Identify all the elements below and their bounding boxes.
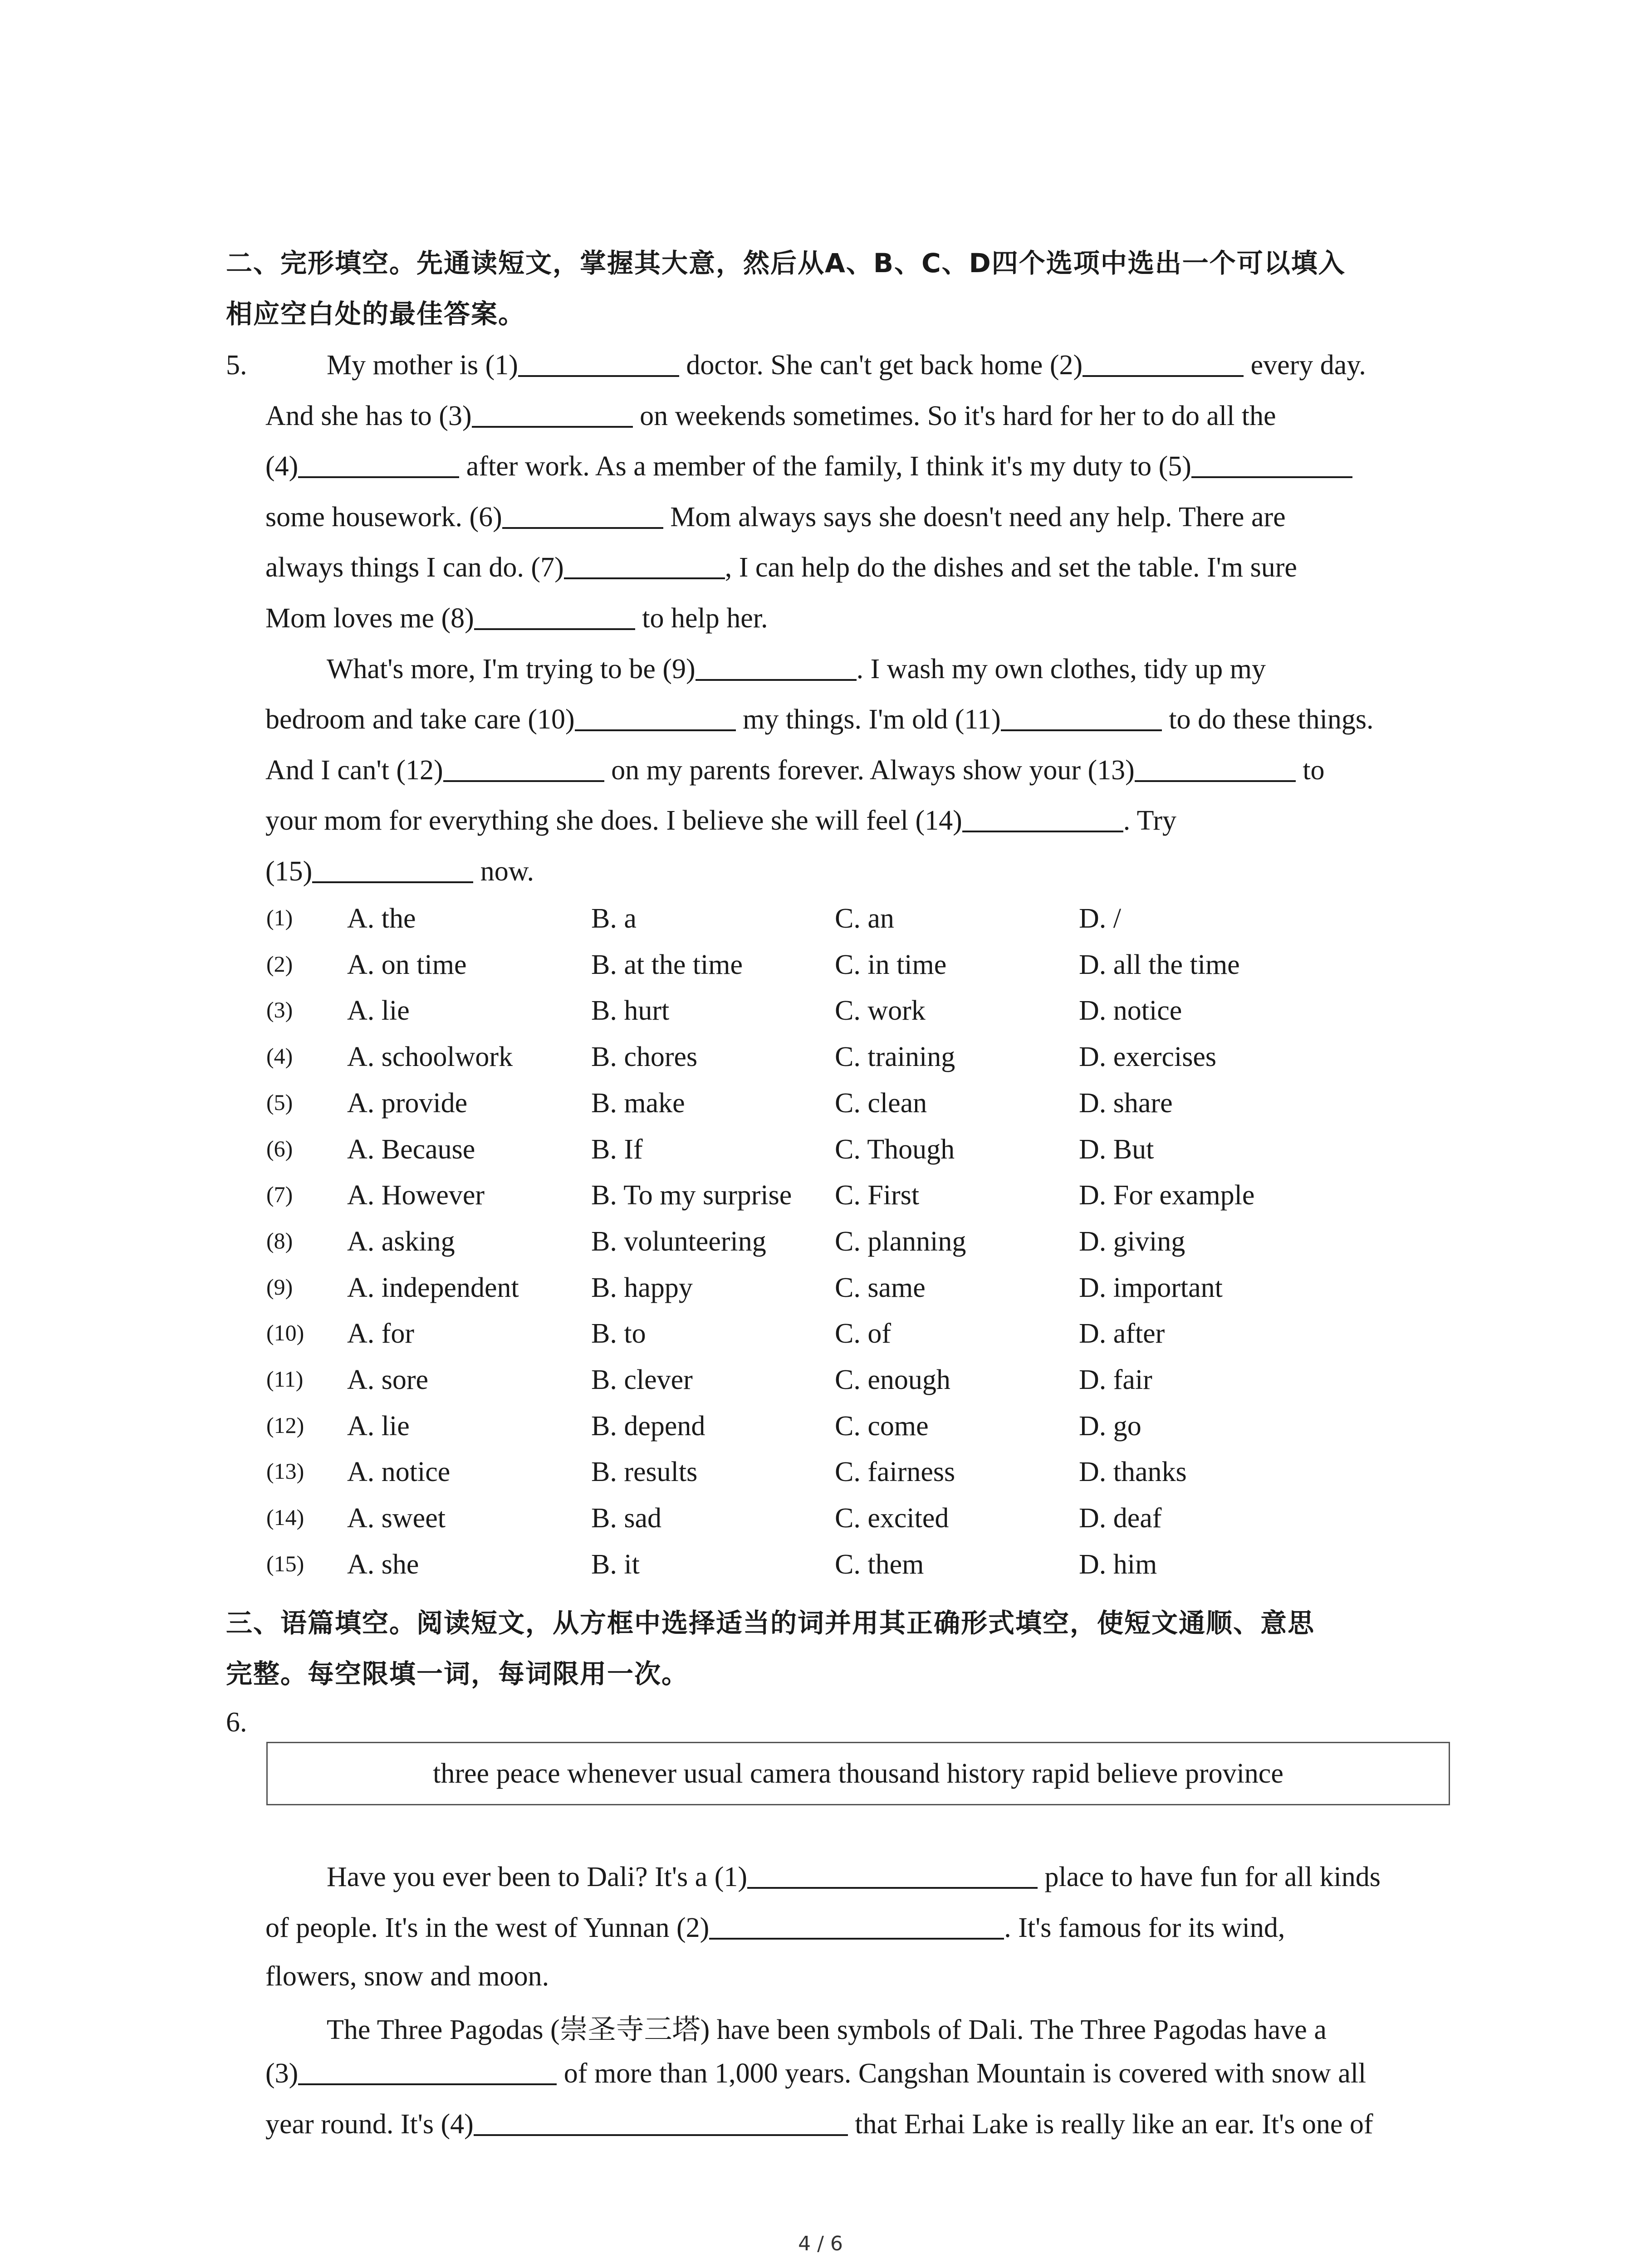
passage-line: Have you ever been to Dali? It's a (1) place to have fun for all kinds xyxy=(327,1862,1381,1892)
option-a[interactable]: A. sore xyxy=(347,1364,429,1395)
option-b[interactable]: B. at the time xyxy=(591,949,743,980)
option-row-number: (11) xyxy=(266,1366,304,1392)
section-2-heading-line-2: 相应空白处的最佳答案。 xyxy=(226,298,526,329)
option-row-number: (4) xyxy=(266,1043,293,1069)
passage-line: your mom for everything she does. I believe she will feel (14) . Try xyxy=(265,805,1176,836)
option-row-number: (1) xyxy=(266,905,293,930)
option-row-number: (2) xyxy=(266,951,293,977)
answer-blank[interactable] xyxy=(502,502,663,529)
option-b[interactable]: B. sad xyxy=(591,1503,661,1534)
option-a[interactable]: A. provide xyxy=(347,1088,468,1119)
option-c[interactable]: C. excited xyxy=(835,1503,949,1534)
option-b[interactable]: B. results xyxy=(591,1457,698,1487)
option-b[interactable]: B. depend xyxy=(591,1411,705,1442)
page-number: 4 / 6 xyxy=(798,2232,843,2255)
answer-blank[interactable] xyxy=(1083,350,1244,377)
option-a[interactable]: A. independent xyxy=(347,1272,519,1303)
option-row-number: (12) xyxy=(266,1413,304,1438)
option-a[interactable]: A. the xyxy=(347,903,416,934)
option-b[interactable]: B. make xyxy=(591,1088,685,1119)
option-d[interactable]: D. For example xyxy=(1079,1180,1255,1211)
option-row-number: (5) xyxy=(266,1090,293,1115)
passage-line: year round. It's (4) that Erhai Lake is really like an ear. It's one of xyxy=(265,2109,1373,2140)
option-a[interactable]: A. sweet xyxy=(347,1503,446,1534)
answer-blank[interactable] xyxy=(564,552,725,579)
option-row-number: (13) xyxy=(266,1458,304,1484)
option-row-number: (9) xyxy=(266,1274,293,1300)
option-a[interactable]: A. for xyxy=(347,1318,415,1349)
option-row-number: (7) xyxy=(266,1182,293,1207)
passage-line: (4) after work. As a member of the family, I think it's my duty to (5) xyxy=(265,450,1352,483)
option-b[interactable]: B. happy xyxy=(591,1272,693,1303)
passage-line: (3) of more than 1,000 years. Cangshan Mountain is covered with snow all xyxy=(265,2058,1367,2089)
option-d[interactable]: D. after xyxy=(1079,1318,1165,1349)
option-b[interactable]: B. To my surprise xyxy=(591,1180,792,1211)
passage-line: some housework. (6) Mom always says she doesn't need any help. There are xyxy=(265,502,1286,533)
answer-blank[interactable] xyxy=(1001,704,1162,731)
option-c[interactable]: C. in time xyxy=(835,949,947,980)
option-c[interactable]: C. clean xyxy=(835,1088,927,1119)
option-d[interactable]: D. go xyxy=(1079,1411,1141,1442)
answer-blank[interactable] xyxy=(747,1862,1038,1889)
option-row-number: (14) xyxy=(266,1505,304,1530)
section-3-heading-line-2: 完整。每空限填一词，每词限用一次。 xyxy=(226,1658,689,1689)
option-d[interactable]: D. notice xyxy=(1079,995,1182,1026)
answer-blank[interactable] xyxy=(472,401,633,428)
option-d[interactable]: D. / xyxy=(1079,903,1121,934)
option-row-number: (8) xyxy=(266,1228,293,1253)
option-c[interactable]: C. an xyxy=(835,903,894,934)
option-c[interactable]: C. them xyxy=(835,1549,924,1580)
option-b[interactable]: B. volunteering xyxy=(591,1226,766,1257)
option-c[interactable]: C. Though xyxy=(835,1134,955,1165)
option-c[interactable]: C. training xyxy=(835,1041,955,1072)
option-d[interactable]: D. deaf xyxy=(1079,1503,1162,1534)
answer-blank[interactable] xyxy=(696,654,857,681)
option-d[interactable]: D. giving xyxy=(1079,1226,1185,1257)
option-b[interactable]: B. chores xyxy=(591,1041,698,1072)
answer-blank[interactable] xyxy=(575,704,736,731)
option-row-number: (3) xyxy=(266,997,293,1022)
answer-blank[interactable] xyxy=(518,350,679,377)
option-b[interactable]: B. clever xyxy=(591,1364,693,1395)
option-c[interactable]: C. come xyxy=(835,1411,929,1442)
passage-line: of people. It's in the west of Yunnan (2) . It's famous for its wind, xyxy=(265,1912,1285,1943)
answer-blank[interactable] xyxy=(298,2058,557,2085)
option-d[interactable]: D. share xyxy=(1079,1088,1173,1119)
section-2-heading-line-1: 二、完形填空。先通读短文，掌握其大意，然后从A、B、C、D四个选项中选出一个可以填入 xyxy=(226,248,1346,279)
passage-line: (15) now. xyxy=(265,856,534,887)
option-d[interactable]: D. But xyxy=(1079,1134,1154,1165)
option-b[interactable]: B. hurt xyxy=(591,995,670,1026)
option-d[interactable]: D. thanks xyxy=(1079,1457,1187,1487)
option-a[interactable]: A. notice xyxy=(347,1457,451,1487)
option-row-number: (15) xyxy=(266,1551,304,1576)
option-a[interactable]: A. lie xyxy=(347,995,410,1026)
answer-blank[interactable] xyxy=(443,755,604,782)
option-a[interactable]: A. schoolwork xyxy=(347,1041,513,1072)
option-row-number: (6) xyxy=(266,1136,293,1161)
option-c[interactable]: C. of xyxy=(835,1318,891,1349)
option-b[interactable]: B. it xyxy=(591,1549,640,1580)
option-c[interactable]: C. fairness xyxy=(835,1457,955,1487)
word-bank-box: three peace whenever usual camera thousand history rapid believe province xyxy=(266,1742,1450,1805)
option-c[interactable]: C. same xyxy=(835,1272,926,1303)
passage-line: Mom loves me (8) to help her. xyxy=(265,603,768,634)
option-d[interactable]: D. him xyxy=(1079,1549,1157,1580)
option-d[interactable]: D. important xyxy=(1079,1272,1223,1303)
answer-blank[interactable] xyxy=(709,1912,1004,1940)
answer-blank[interactable] xyxy=(1135,755,1296,782)
section-3-heading xyxy=(226,1598,1451,1699)
section-2-heading xyxy=(226,238,1451,339)
option-b[interactable]: B. If xyxy=(591,1134,643,1165)
option-c[interactable]: C. planning xyxy=(835,1226,966,1257)
option-a[interactable]: A. on time xyxy=(347,949,467,980)
passage-line: What's more, I'm trying to be (9) . I wash my own clothes, tidy up my xyxy=(327,654,1266,684)
option-row-number: (10) xyxy=(266,1320,304,1345)
question-5-number: 5. xyxy=(226,350,247,381)
answer-blank[interactable] xyxy=(474,2109,848,2136)
option-a[interactable]: A. lie xyxy=(347,1411,410,1442)
passage-line: The Three Pagodas (崇圣寺三塔) have been symbols of Dali. The Three Pagodas have a xyxy=(327,2014,1327,2045)
option-a[interactable]: A. she xyxy=(347,1549,419,1580)
option-c[interactable]: C. work xyxy=(835,995,926,1026)
option-d[interactable]: D. fair xyxy=(1079,1364,1152,1395)
option-b[interactable]: B. to xyxy=(591,1318,646,1349)
passage-line: flowers, snow and moon. xyxy=(265,1961,549,1992)
option-d[interactable]: D. exercises xyxy=(1079,1041,1216,1072)
answer-blank[interactable] xyxy=(962,805,1123,832)
option-a[interactable]: A. However xyxy=(347,1180,485,1211)
option-c[interactable]: C. enough xyxy=(835,1364,950,1395)
section-3-heading-line-1: 三、语篇填空。阅读短文，从方框中选择适当的词并用其正确形式填空，使短文通顺、意思 xyxy=(226,1608,1315,1638)
option-a[interactable]: A. asking xyxy=(347,1226,455,1257)
answer-blank[interactable] xyxy=(312,856,473,883)
passage-line: always things I can do. (7) , I can help do the dishes and set the table. I'm sure xyxy=(265,552,1297,583)
answer-blank[interactable] xyxy=(1191,451,1352,478)
passage-line: My mother is (1) doctor. She can't get back home (2) every day. xyxy=(327,350,1366,381)
answer-blank[interactable] xyxy=(474,603,635,630)
answer-blank[interactable] xyxy=(298,451,459,478)
option-a[interactable]: A. Because xyxy=(347,1134,475,1165)
question-6-number: 6. xyxy=(226,1707,247,1738)
option-c[interactable]: C. First xyxy=(835,1180,920,1211)
passage-line: bedroom and take care (10) my things. I'm old (11) to do these things. xyxy=(265,704,1374,735)
passage-line: And I can't (12) on my parents forever. Always show your (13) to xyxy=(265,755,1325,786)
option-d[interactable]: D. all the time xyxy=(1079,949,1240,980)
option-b[interactable]: B. a xyxy=(591,903,637,934)
passage-line: And she has to (3) on weekends sometimes. So it's hard for her to do all the xyxy=(265,401,1276,431)
